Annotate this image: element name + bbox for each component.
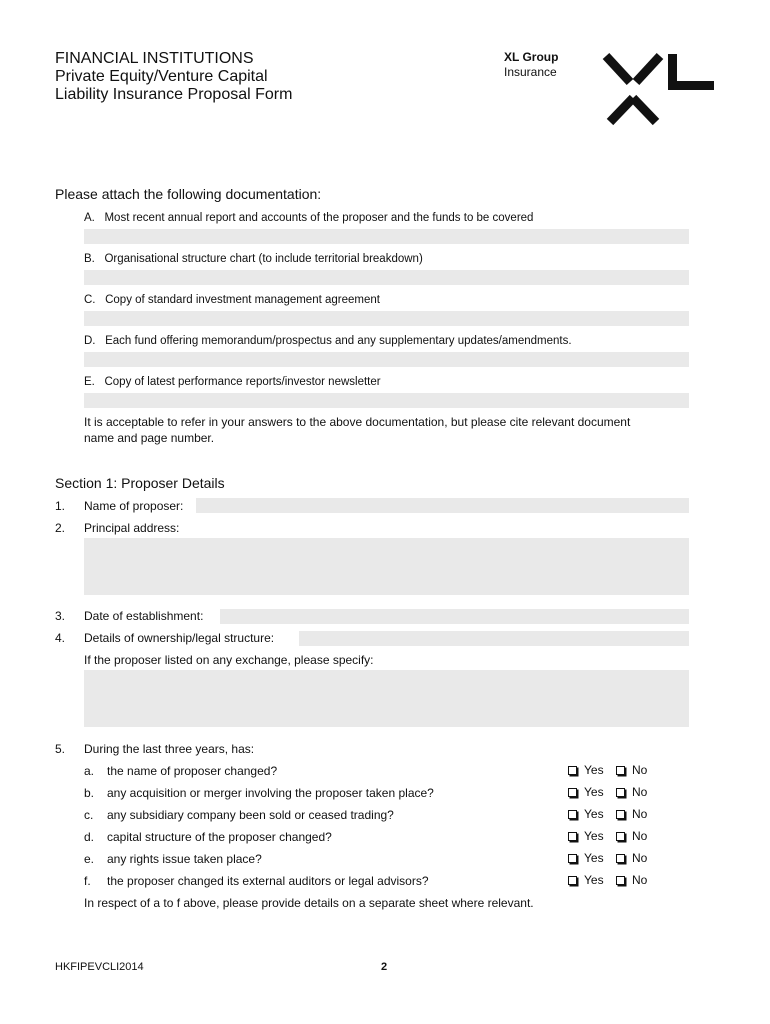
q5-number: 5. bbox=[55, 742, 66, 756]
doc-item-c bbox=[84, 294, 380, 306]
checkbox-icon[interactable] bbox=[568, 854, 577, 863]
q5c-no-option[interactable] bbox=[616, 807, 647, 821]
checkbox-icon[interactable] bbox=[616, 766, 625, 775]
checkbox-icon[interactable] bbox=[616, 788, 625, 797]
brand-name: XL Group bbox=[504, 50, 559, 64]
no-label: No bbox=[632, 785, 648, 799]
q5e-text: any rights issue taken place? bbox=[107, 852, 262, 866]
doc-item-c-field[interactable] bbox=[84, 311, 689, 326]
doc-item-text: Organisational structure chart (to include territorial breakdown) bbox=[104, 253, 423, 265]
documentation-note-line2: name and page number. bbox=[84, 431, 215, 445]
doc-item-a bbox=[84, 212, 533, 224]
yes-label: Yes bbox=[584, 851, 604, 865]
documentation-heading: Please attach the following documentation: bbox=[55, 186, 322, 202]
q5c-yes-option[interactable] bbox=[568, 807, 604, 821]
doc-item-letter: B. bbox=[84, 253, 95, 265]
ownership-structure-field[interactable] bbox=[299, 631, 689, 646]
yes-label: Yes bbox=[584, 829, 604, 843]
q5f-text: the proposer changed its external auditors or legal advisors? bbox=[107, 874, 429, 888]
doc-item-letter: D. bbox=[84, 335, 96, 347]
q5d-letter: d. bbox=[84, 830, 95, 844]
doc-item-text: Copy of latest performance reports/investor newsletter bbox=[104, 376, 381, 388]
q5a-no-option[interactable] bbox=[616, 763, 647, 777]
q5b-no-option[interactable] bbox=[616, 785, 647, 799]
q4-sub-label: If the proposer listed on any exchange, please specify: bbox=[84, 653, 374, 667]
q2-label: Principal address: bbox=[84, 521, 180, 535]
q5b-text: any acquisition or merger involving the proposer taken place? bbox=[107, 786, 434, 800]
doc-item-text: Most recent annual report and accounts of the proposer and the funds to be covered bbox=[104, 212, 534, 224]
doc-item-letter: C. bbox=[84, 294, 96, 306]
doc-item-b-field[interactable] bbox=[84, 270, 689, 285]
q1-label: Name of proposer: bbox=[84, 499, 184, 513]
form-title-line3: Liability Insurance Proposal Form bbox=[55, 86, 293, 103]
xl-logo bbox=[600, 50, 718, 130]
q5f-yes-option[interactable] bbox=[568, 873, 604, 887]
no-label: No bbox=[632, 807, 648, 821]
doc-item-d-field[interactable] bbox=[84, 352, 689, 367]
form-title-line2: Private Equity/Venture Capital bbox=[55, 68, 268, 85]
checkbox-icon[interactable] bbox=[616, 876, 625, 885]
q5-label: During the last three years, has: bbox=[84, 742, 255, 756]
q5e-letter: e. bbox=[84, 852, 95, 866]
doc-item-text: Each fund offering memorandum/prospectus and any supplementary updates/amendments. bbox=[105, 335, 572, 347]
no-label: No bbox=[632, 873, 648, 887]
yes-label: Yes bbox=[584, 807, 604, 821]
brand-sub: Insurance bbox=[504, 65, 557, 79]
q5c-letter: c. bbox=[84, 808, 94, 822]
establishment-date-field[interactable] bbox=[220, 609, 689, 624]
checkbox-icon[interactable] bbox=[568, 810, 577, 819]
doc-item-text: Copy of standard investment management agreement bbox=[105, 294, 380, 306]
q2-number: 2. bbox=[55, 521, 66, 535]
yes-label: Yes bbox=[584, 763, 604, 777]
q5d-no-option[interactable] bbox=[616, 829, 647, 843]
checkbox-icon[interactable] bbox=[616, 810, 625, 819]
no-label: No bbox=[632, 829, 648, 843]
q5f-no-option[interactable] bbox=[616, 873, 647, 887]
yes-label: Yes bbox=[584, 785, 604, 799]
q5b-letter: b. bbox=[84, 786, 95, 800]
checkbox-icon[interactable] bbox=[568, 788, 577, 797]
exchange-listing-field[interactable] bbox=[84, 670, 689, 727]
form-title-line1: FINANCIAL INSTITUTIONS bbox=[55, 50, 254, 67]
principal-address-field[interactable] bbox=[84, 538, 689, 595]
form-code: HKFIPEVCLI2014 bbox=[55, 961, 144, 973]
doc-item-letter: A. bbox=[84, 212, 95, 224]
q5e-yes-option[interactable] bbox=[568, 851, 604, 865]
q3-label: Date of establishment: bbox=[84, 609, 204, 623]
q5a-letter: a. bbox=[84, 764, 95, 778]
checkbox-icon[interactable] bbox=[616, 854, 625, 863]
doc-item-e bbox=[84, 376, 381, 388]
documentation-note-line1: It is acceptable to refer in your answers to the above documentation, but please cite relevant document bbox=[84, 415, 631, 429]
q5-footnote: In respect of a to f above, please provide details on a separate sheet where relevant. bbox=[84, 896, 534, 910]
q4-number: 4. bbox=[55, 631, 66, 645]
q5e-no-option[interactable] bbox=[616, 851, 647, 865]
q1-number: 1. bbox=[55, 499, 66, 513]
yes-label: Yes bbox=[584, 873, 604, 887]
doc-item-a-field[interactable] bbox=[84, 229, 689, 244]
q5c-text: any subsidiary company been sold or ceased trading? bbox=[107, 808, 394, 822]
page-number: 2 bbox=[381, 961, 388, 973]
doc-item-e-field[interactable] bbox=[84, 393, 689, 408]
no-label: No bbox=[632, 763, 648, 777]
proposer-name-field[interactable] bbox=[196, 498, 689, 513]
section1-heading: Section 1: Proposer Details bbox=[55, 475, 225, 491]
checkbox-icon[interactable] bbox=[568, 832, 577, 841]
q4-label: Details of ownership/legal structure: bbox=[84, 631, 275, 645]
q5d-yes-option[interactable] bbox=[568, 829, 604, 843]
doc-item-letter: E. bbox=[84, 376, 95, 388]
checkbox-icon[interactable] bbox=[616, 832, 625, 841]
q5d-text: capital structure of the proposer changed? bbox=[107, 830, 332, 844]
q5a-yes-option[interactable] bbox=[568, 763, 604, 777]
q5f-letter: f. bbox=[84, 874, 91, 888]
doc-item-d bbox=[84, 335, 572, 347]
no-label: No bbox=[632, 851, 648, 865]
checkbox-icon[interactable] bbox=[568, 766, 577, 775]
checkbox-icon[interactable] bbox=[568, 876, 577, 885]
doc-item-b bbox=[84, 253, 423, 265]
q3-number: 3. bbox=[55, 609, 66, 623]
q5b-yes-option[interactable] bbox=[568, 785, 604, 799]
q5a-text: the name of proposer changed? bbox=[107, 764, 278, 778]
